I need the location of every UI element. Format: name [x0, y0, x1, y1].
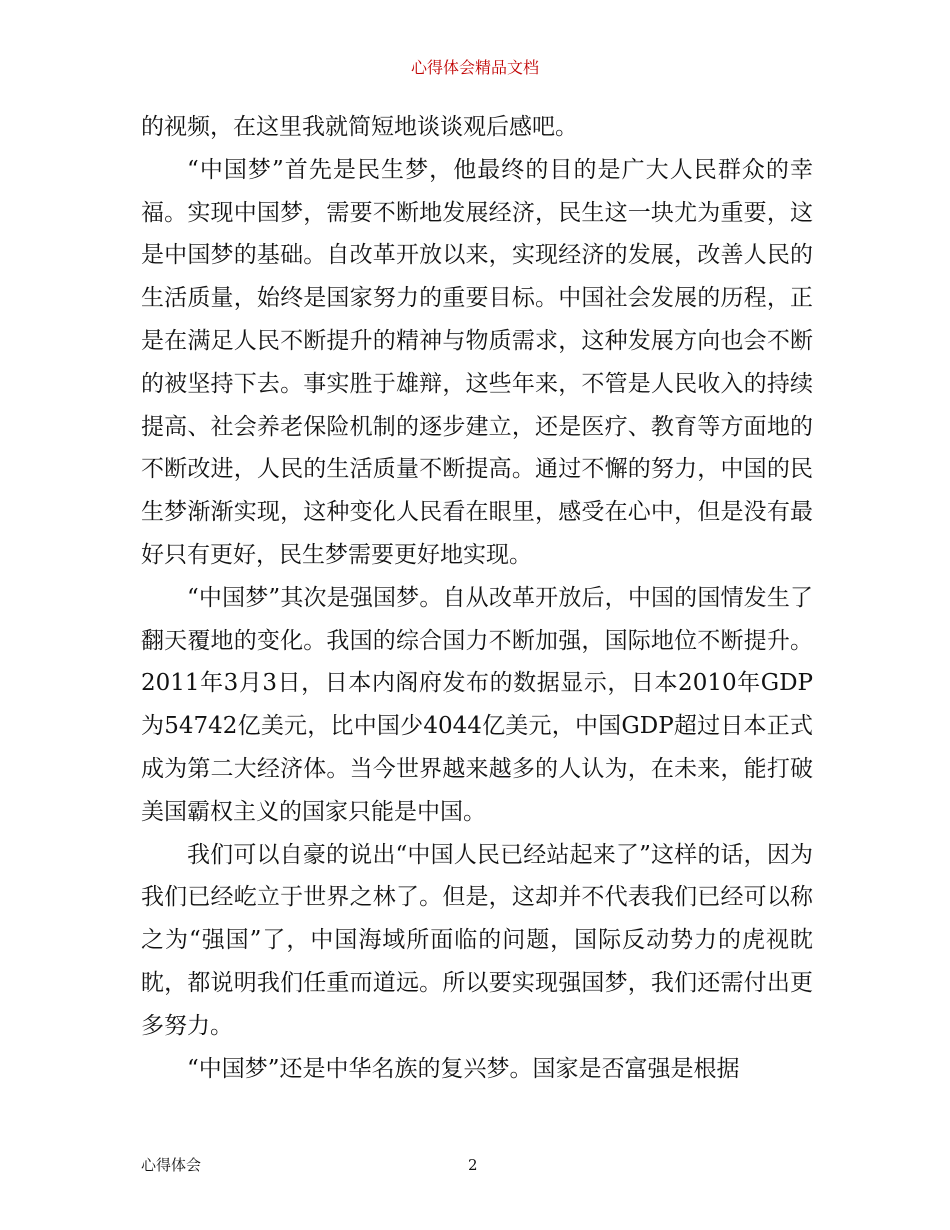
footer-label: 心得体会 — [141, 1156, 202, 1174]
paragraph-3: “中国梦”其次是强国梦。自从改革开放后，中国的国情发生了翻天覆地的变化。我国的综合国力不断加强，国际地位不断提升。2011年3月3日，日本内阁府发布的数据显示，日本2010年GDP为54742亿美元，比中国少4044亿美元，中国GDP超过日本正式成为第二大经济体。当今世界越来越多的人认为，在未来，能打破美国霸权主义的国家只能是中国。 — [141, 584, 813, 825]
paragraph-5: “中国梦”还是中华名族的复兴梦。国家是否富强是根据 — [187, 1055, 740, 1082]
page-number: 2 — [468, 1156, 478, 1174]
paragraph-2: “中国梦”首先是民生梦，他最终的目的是广大人民群众的幸福。实现中国梦，需要不断地发展经济，民生这一块尤为重要，这是中国梦的基础。自改革开放以来，实现经济的发展，改善人民的生活质量，始终是国家努力的重要目标。中国社会发展的历程，正是在满足人民不断提升的精神与物质需求，这种发展方向也会不断的被坚持下去。事实胜于雄辩，这些年来，不管是人民收入的持续提高、社会养老保险机制的逐步建立，还是医疗、教育等方面地的不断改进，人民的生活质量不断提高。通过不懈的努力，中国的民生梦渐渐实现，这种变化人民看在眼里，感受在心中，但是没有最好只有更好，民生梦需要更好地实现。 — [141, 156, 813, 568]
document-body — [141, 106, 813, 1090]
paragraph-4: 我们可以自豪的说出“中国人民已经站起来了”这样的话，因为我们已经屹立于世界之林了。但是，这却并不代表我们已经可以称之为“强国”了，中国海域所面临的问题，国际反动势力的虎视眈眈，都说明我们任重而道远。所以要实现强国梦，我们还需付出更多努力。 — [141, 841, 813, 1039]
document-header-title: 心得体会精品文档 — [410, 58, 539, 77]
paragraph-1: 的视频，在这里我就简短地谈谈观后感吧。 — [141, 114, 578, 140]
